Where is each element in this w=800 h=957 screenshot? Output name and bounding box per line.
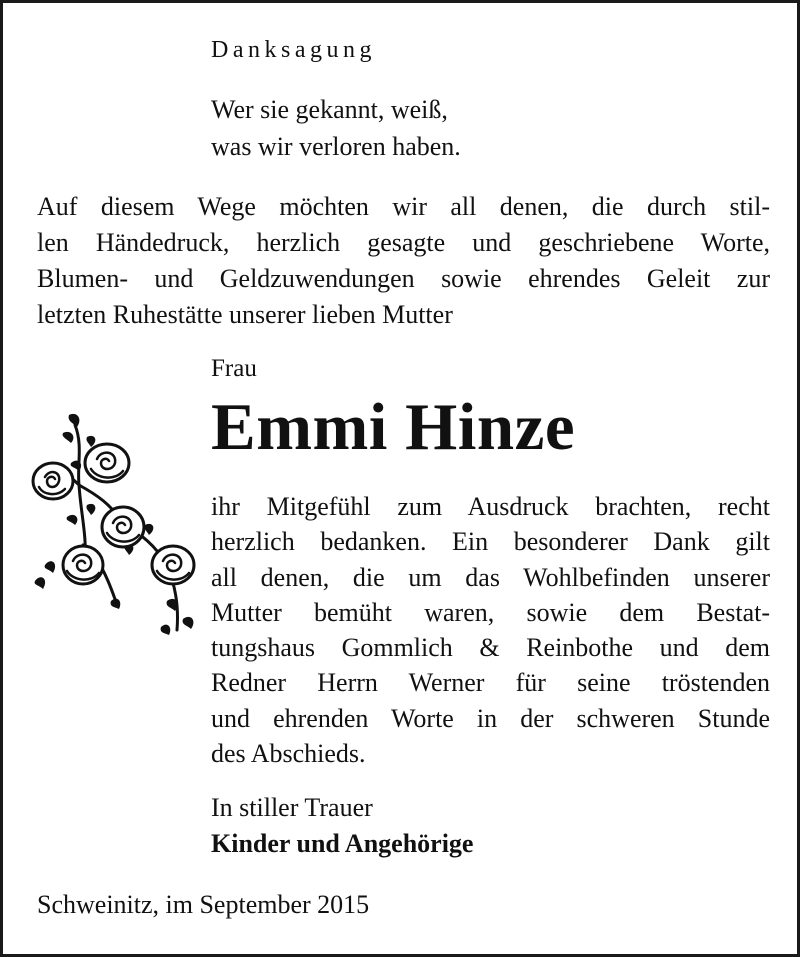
deceased-name: Emmi Hinze <box>211 390 576 464</box>
salutation: Frau <box>211 355 257 382</box>
body-line: all denen, die um das Wohlbefinden unserer <box>211 562 770 592</box>
quote-line-2: was wir verloren haben. <box>211 132 461 161</box>
signature: Kinder und Angehörige <box>211 829 474 858</box>
body-line: ihr Mitgefühl zum Ausdruck brachten, recht <box>211 492 770 521</box>
place-date: Schweinitz, im September 2015 <box>37 890 370 919</box>
body-line: und ehrenden Worte in der schweren Stunde <box>211 703 770 733</box>
body-line: tungshaus Gommlich & Reinbothe und dem <box>211 633 770 663</box>
rose-branch-icon <box>27 405 207 645</box>
body-line: herzlich bedanken. Ein besonderer Dank gilt <box>211 527 770 557</box>
intro-line: Blumen- und Geldzuwendungen sowie ehrendes Geleit zur <box>37 264 770 293</box>
intro-line: letzten Ruhestätte unserer lieben Mutter <box>37 300 453 329</box>
notice-heading: Danksagung <box>211 37 376 63</box>
intro-paragraph <box>37 189 770 333</box>
thanks-paragraph <box>211 489 770 771</box>
intro-line: Auf diesem Wege möchten wir all denen, die durch stil- <box>37 192 770 221</box>
closing-line: In stiller Trauer <box>211 793 373 822</box>
body-line: Redner Herrn Werner für seine tröstenden <box>211 668 770 698</box>
intro-line: len Händedruck, herzlich gesagte und geschriebene Worte, <box>37 228 770 257</box>
body-line: Mutter bemüht waren, sowie dem Bestat- <box>211 597 770 627</box>
body-line: des Abschieds. <box>211 739 366 769</box>
quote-line-1: Wer sie gekannt, weiß, <box>211 95 448 124</box>
